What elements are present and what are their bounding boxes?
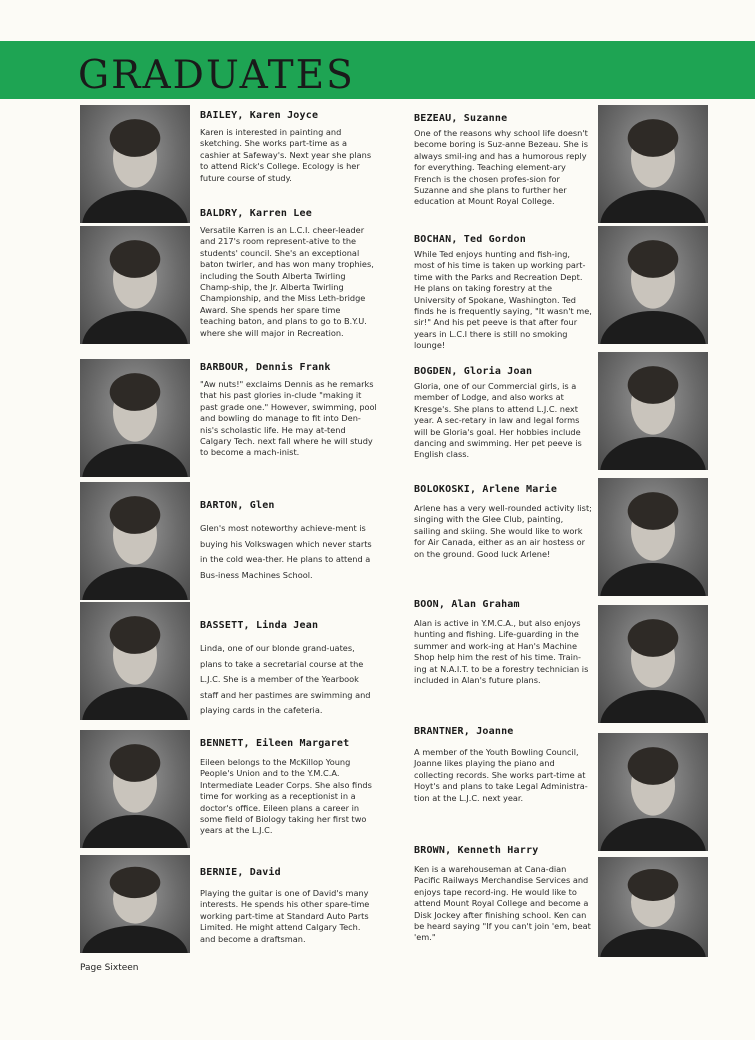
- graduate-entry: [414, 845, 592, 944]
- silhouette-shoulders: [600, 690, 706, 723]
- portrait-photo: [598, 478, 708, 596]
- portrait-silhouette: [598, 478, 708, 596]
- portrait-silhouette: [598, 226, 708, 344]
- silhouette-hair: [628, 619, 679, 657]
- page-number: Page Sixteen: [80, 963, 139, 973]
- portrait-silhouette: [80, 482, 190, 600]
- portrait-silhouette: [80, 226, 190, 344]
- graduate-entry: [200, 867, 378, 945]
- silhouette-shoulders: [600, 190, 706, 223]
- portrait-photo: [80, 855, 190, 953]
- graduate-entry: [414, 484, 592, 560]
- portrait-photo: [598, 733, 708, 851]
- graduate-name: BOCHAN, Ted Gordon: [414, 234, 526, 245]
- portrait-photo: [598, 105, 708, 223]
- silhouette-hair: [110, 744, 161, 782]
- silhouette-shoulders: [600, 929, 706, 957]
- graduate-name: BARTON, Glen: [200, 500, 275, 511]
- graduate-name: BAILEY, Karen Joyce: [200, 110, 319, 121]
- graduate-name: BEZEAU, Suzanne: [414, 113, 508, 124]
- portrait-silhouette: [80, 105, 190, 223]
- silhouette-hair: [628, 492, 679, 530]
- graduate-name: BASSETT, Linda Jean: [200, 620, 319, 631]
- graduate-entry: [414, 726, 592, 804]
- graduate-bio: Eileen belongs to the McKillop Young People's Union and to the Y.M.C.A. Intermediate Leader Corps. She also finds time for working as a receptionist in a doctor's office. Eileen plans a career in some field of Biology taking her first two years at the L.J.C.: [200, 757, 372, 836]
- silhouette-hair: [628, 366, 679, 404]
- silhouette-hair: [110, 119, 161, 157]
- portrait-silhouette: [598, 105, 708, 223]
- portrait-photo: [598, 352, 708, 470]
- portrait-photo: [80, 226, 190, 344]
- silhouette-shoulders: [82, 190, 188, 223]
- portrait-silhouette: [598, 733, 708, 851]
- silhouette-shoulders: [600, 437, 706, 470]
- graduate-entry: [414, 599, 592, 686]
- graduate-name: BARBOUR, Dennis Frank: [200, 362, 331, 373]
- graduate-name: BERNIE, David: [200, 867, 281, 878]
- graduate-bio: Arlene has a very well-rounded activity list; singing with the Glee Club, painting, sailing and skiing. She would like to work for Air Canada, either as an air hostess or on the ground. Good luck Arlene!: [414, 503, 592, 559]
- graduate-bio: Glen's most noteworthy achieve-ment is buying his Volkswagen which never starts in the cold wea-ther. He plans to attend a Bus-iness Machines School.: [200, 523, 372, 580]
- graduate-name: BROWN, Kenneth Harry: [414, 845, 539, 856]
- silhouette-hair: [628, 119, 679, 157]
- silhouette-hair: [110, 616, 161, 654]
- portrait-photo: [80, 602, 190, 720]
- portrait-photo: [598, 226, 708, 344]
- silhouette-shoulders: [82, 444, 188, 477]
- silhouette-shoulders: [82, 567, 188, 600]
- graduate-entry: [200, 362, 378, 459]
- graduate-bio: Gloria, one of our Commercial girls, is a member of Lodge, and also works at Kresge's. She plans to attend L.J.C. next year. A sec-retary in law and legal forms will be Gloria's goal. Her hobbies include dancing and swimming. Her pet peeve is English class.: [414, 381, 582, 460]
- graduate-bio: Alan is active in Y.M.C.A., but also enjoys hunting and fishing. Life-guarding in the summer and work-ing at Han's Machine Shop help him the rest of his time. Train-ing at N.A.I.T. to be a forestry technician is included in Alan's future plans.: [414, 618, 589, 686]
- graduate-name: BOON, Alan Graham: [414, 599, 520, 610]
- silhouette-hair: [628, 747, 679, 785]
- graduate-entry: [200, 500, 378, 583]
- portrait-silhouette: [598, 352, 708, 470]
- graduate-bio: "Aw nuts!" exclaims Dennis as he remarks that his past glories in-clude "making it past grade one." However, swimming, pool and bowling do manage to fit into Den-nis's scholastic life. He may at-tend Calgary Tech. next fall where he will study to become a mach-inist.: [200, 379, 377, 458]
- silhouette-shoulders: [600, 818, 706, 851]
- graduate-bio: Karen is interested in painting and sketching. She works part-time as a cashier at Safeway's. Next year she plans to attend Rick's College. Ecology is her future course of study.: [200, 127, 372, 183]
- silhouette-shoulders: [82, 815, 188, 848]
- graduate-bio: A member of the Youth Bowling Council, Joanne likes playing the piano and collecting records. She works part-time at Hoyt's and plans to take Legal Administra-tion at the L.J.C. next year.: [414, 747, 588, 803]
- portrait-silhouette: [80, 855, 190, 953]
- silhouette-hair: [110, 373, 161, 411]
- graduate-name: BALDRY, Karren Lee: [200, 208, 312, 219]
- graduate-name: BOLOKOSKI, Arlene Marie: [414, 484, 558, 495]
- silhouette-shoulders: [82, 311, 188, 344]
- graduate-entry: [200, 620, 378, 719]
- graduate-bio: Versatile Karren is an L.C.I. cheer-leader and 217's room represent-ative to the students' council. She's an exceptional baton twirler, and has won many trophies, including the South Alberta Twirling Champ-ship, the Jr. Alberta Twirling Championship, and the Miss Leth-bridge Award. She spends her spare time teaching baton, and plans to go to B.Y.U. where she will major in Recreation.: [200, 225, 374, 338]
- silhouette-shoulders: [600, 563, 706, 596]
- graduate-name: BENNETT, Eileen Margaret: [200, 738, 350, 749]
- graduate-entry: [200, 208, 378, 339]
- graduate-name: BRANTNER, Joanne: [414, 726, 514, 737]
- graduate-bio: Linda, one of our blonde grand-uates, plans to take a secretarial course at the L.J.C. She is a member of the Yearbook staff and her pastimes are swimming and playing cards in the cafeteria.: [200, 643, 371, 715]
- page-title: GRADUATES: [78, 53, 355, 98]
- portrait-silhouette: [598, 605, 708, 723]
- graduate-bio: Ken is a warehouseman at Cana-dian Pacific Railways Merchandise Services and enjoys tape record-ing. He would like to attend Mount Royal College and become a Disk Jockey after finishing school. Ken can be heard saying "If you can't join 'em, beat 'em.": [414, 864, 591, 943]
- graduate-entry: [414, 113, 592, 208]
- silhouette-hair: [110, 867, 161, 898]
- portrait-silhouette: [598, 857, 708, 957]
- silhouette-shoulders: [600, 311, 706, 344]
- graduate-entry: [200, 738, 378, 837]
- graduate-entry: [414, 234, 592, 352]
- portrait-photo: [598, 857, 708, 957]
- portrait-photo: [80, 730, 190, 848]
- silhouette-hair: [628, 240, 679, 278]
- portrait-photo: [598, 605, 708, 723]
- silhouette-shoulders: [82, 687, 188, 720]
- portrait-photo: [80, 105, 190, 223]
- portrait-silhouette: [80, 359, 190, 477]
- silhouette-hair: [628, 869, 679, 901]
- portrait-photo: [80, 482, 190, 600]
- graduate-bio: Playing the guitar is one of David's many interests. He spends his other spare-time working part-time at Standard Auto Parts Limited. He might attend Calgary Tech. and become a draftsman.: [200, 888, 370, 944]
- portrait-photo: [80, 359, 190, 477]
- silhouette-shoulders: [82, 926, 188, 953]
- portrait-silhouette: [80, 602, 190, 720]
- graduate-bio: While Ted enjoys hunting and fish-ing, most of his time is taken up working part-time with the Parks and Recreation Dept. He plans on taking forestry at the University of Spokane, Washington. Ted finds he is frequently saying, "It wasn't me, sir!" And his pet peeve is that after four years in L.C.I there is still no smoking lounge!: [414, 249, 592, 351]
- graduate-entry: [200, 110, 378, 184]
- portrait-silhouette: [80, 730, 190, 848]
- silhouette-hair: [110, 496, 161, 534]
- silhouette-hair: [110, 240, 161, 278]
- graduate-name: BOGDEN, Gloria Joan: [414, 366, 533, 377]
- graduate-bio: One of the reasons why school life doesn't become boring is Suz-anne Bezeau. She is always smil-ing and has a humorous reply for everything. Teaching element-ary French is the chosen profes-sion for Suzanne and she plans to further her education at Mount Royal College.: [414, 128, 588, 207]
- graduate-entry: [414, 366, 592, 461]
